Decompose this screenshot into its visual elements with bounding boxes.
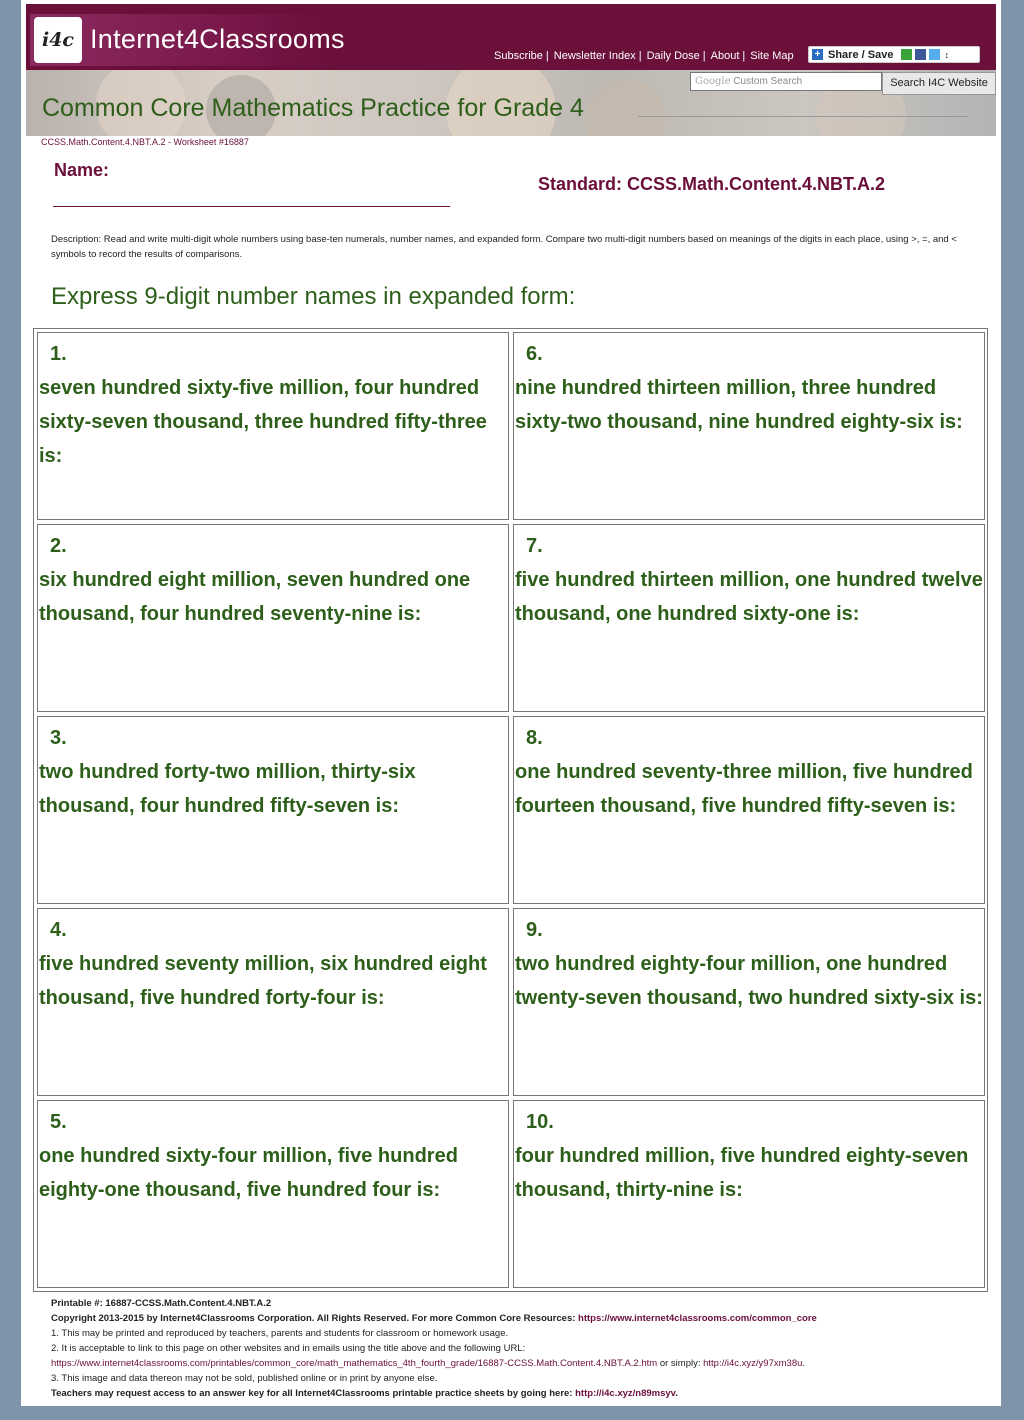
problem-cell <box>513 1100 985 1288</box>
problem-number: 4. <box>50 919 67 941</box>
problem-text: one hundred seventy-three million, five hundred fourteen thousand, five hundred fifty-seven is: <box>515 761 973 817</box>
logo-text: Internet4Classrooms <box>90 24 345 54</box>
problem-number: 3. <box>50 727 67 749</box>
problem-number: 10. <box>526 1111 554 1133</box>
problem-cell <box>37 524 509 712</box>
problem-number: 9. <box>526 919 543 941</box>
page-title: Common Core Mathematics Practice for Grade 4 <box>42 94 584 122</box>
site-header <box>26 4 996 70</box>
chevron-updown-icon: ↕ <box>944 49 949 60</box>
problem-text: four hundred million, five hundred eighty-seven thousand, thirty-nine is: <box>515 1145 969 1201</box>
answer-key-link[interactable]: http://i4c.xyz/n89msyv <box>575 1388 676 1399</box>
nav-subscribe[interactable]: Subscribe <box>494 50 543 62</box>
nav-about[interactable]: About <box>710 50 740 62</box>
name-label: Name: <box>54 160 110 180</box>
instruction: Express 9-digit number names in expanded form: <box>51 283 576 310</box>
problem-grid <box>33 328 988 1292</box>
note-2: 2. It is acceptable to link to this page on other websites and in emails using the title above and the following URL: <box>51 1343 526 1354</box>
problem-cell <box>513 524 985 712</box>
problem-cell <box>37 332 509 520</box>
site-logo[interactable] <box>30 14 345 66</box>
top-nav: Subscribe | Newsletter Index | Daily Dose | About | Site Map <box>494 50 794 62</box>
problem-cell <box>37 716 509 904</box>
note-1: 1. This may be printed and reproduced by teachers, parents and students for classroom or homework usage. <box>51 1328 509 1339</box>
problem-number: 6. <box>526 343 543 365</box>
answer-key-note: Teachers may request access to an answer key for all Internet4Classrooms printable practice sheets by going here: http://i4c.xyz/n89msyv. <box>51 1388 678 1399</box>
problem-text: two hundred forty-two million, thirty-six thousand, four hundred fifty-seven is: <box>39 761 416 817</box>
standard-label: Standard: CCSS.Math.Content.4.NBT.A.2 <box>538 174 886 194</box>
share-plus-icon: + <box>812 49 823 60</box>
breadcrumb: CCSS.Math.Content.4.NBT.A.2 - Worksheet #16887 <box>41 137 249 147</box>
problem-cell <box>513 332 985 520</box>
problem-text: five hundred thirteen million, one hundred twelve thousand, one hundred sixty-one is: <box>515 569 983 625</box>
problem-cell <box>37 1100 509 1288</box>
facebook-icon <box>915 49 926 60</box>
banner <box>26 70 996 136</box>
worksheet-url-link[interactable]: https://www.internet4classrooms.com/printables/common_core/math_mathematics_4th_fourth_grade/16887-CCSS.Math.Content.4.NBT.A.2.htm <box>51 1358 658 1369</box>
nav-site-map[interactable]: Site Map <box>750 50 794 62</box>
problem-number: 5. <box>50 1111 67 1133</box>
note-3: 3. This image and data thereon may not be sold, published online or in print by anyone else. <box>51 1373 438 1384</box>
problem-number: 2. <box>50 535 67 557</box>
description: Description: Read and write multi-digit whole numbers using base-ten numerals, number names, and expanded form. Compare two multi-digit numbers based on meanings of the digits in each place, using >, =, and < symbols to record the results of comparisons. <box>51 234 957 260</box>
page <box>21 0 1001 1406</box>
problem-text: six hundred eight million, seven hundred one thousand, four hundred seventy-nine is: <box>39 569 471 625</box>
problem-number: 8. <box>526 727 543 749</box>
problem-text: five hundred seventy million, six hundred eight thousand, five hundred forty-four is: <box>39 953 487 1009</box>
problem-text: two hundred eighty-four million, one hundred twenty-seven thousand, two hundred sixty-six is: <box>515 953 983 1009</box>
footer <box>51 1296 991 1401</box>
problem-number: 7. <box>526 535 543 557</box>
problem-text: nine hundred thirteen million, three hundred sixty-two thousand, nine hundred eighty-six is: <box>515 377 963 433</box>
title-divider <box>638 116 968 117</box>
problem-cell <box>513 908 985 1096</box>
share-save-button[interactable] <box>808 46 980 63</box>
copyright: Copyright 2013-2015 by Internet4Classrooms Corporation. All Rights Reserved. For more Common Core Resources: https://www.internet4classrooms.com/common_core <box>51 1313 817 1324</box>
share-label: Share / Save <box>828 48 894 61</box>
name-line <box>53 206 450 207</box>
problem-number: 1. <box>50 343 67 365</box>
nav-daily-dose[interactable]: Daily Dose <box>646 50 700 62</box>
note-2-urls: https://www.internet4classrooms.com/printables/common_core/math_mathematics_4th_fourth_grade/16887-CCSS.Math.Content.4.NBT.A.2.htm or simply: http://i4c.xyz/y97xm38u. <box>51 1358 806 1369</box>
twitter-icon <box>929 49 940 60</box>
printable-number: Printable #: 16887-CCSS.Math.Content.4.NBT.A.2 <box>51 1298 272 1309</box>
short-url-link[interactable]: http://i4c.xyz/y97xm38u <box>703 1358 803 1369</box>
share-icon <box>901 49 912 60</box>
nav-newsletter-index[interactable]: Newsletter Index <box>553 50 636 62</box>
problem-text: seven hundred sixty-five million, four hundred sixty-seven thousand, three hundred fifty-three is: <box>39 377 487 467</box>
search-button[interactable]: Search I4C Website <box>882 72 996 95</box>
problem-cell <box>513 716 985 904</box>
common-core-link[interactable]: https://www.internet4classrooms.com/common_core <box>578 1313 817 1324</box>
logo-badge-icon: i4c <box>34 17 82 63</box>
problem-cell <box>37 908 509 1096</box>
problem-text: one hundred sixty-four million, five hundred eighty-one thousand, five hundred four is: <box>39 1145 458 1201</box>
search-input[interactable]: Google Custom Search <box>690 72 882 91</box>
